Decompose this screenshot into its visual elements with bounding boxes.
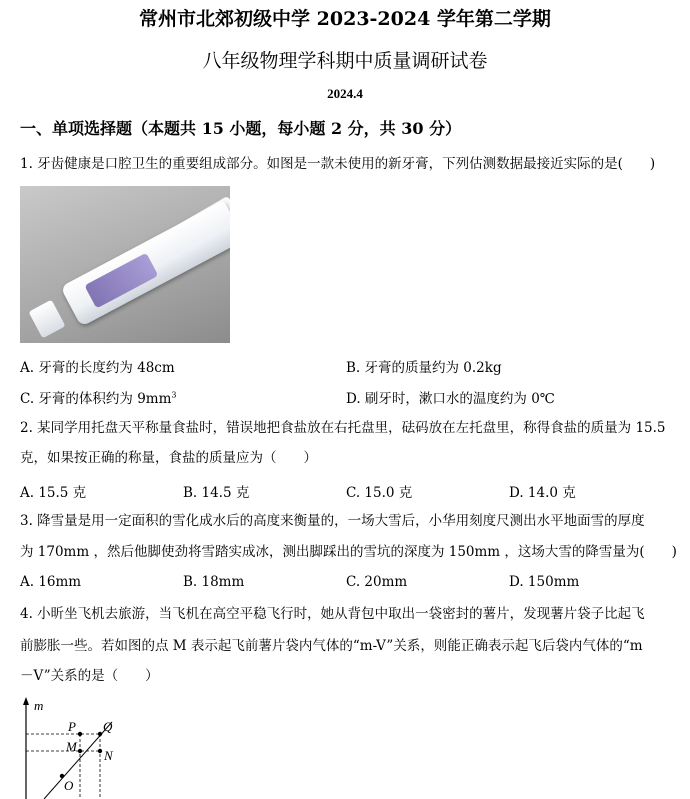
point-n — [98, 749, 102, 753]
q2-option-b: B. 14.5 克 — [183, 485, 250, 501]
q2-stem-line2: 克，如果按正确的称量，食盐的质量应为（ ） — [20, 450, 317, 466]
label-p: P — [68, 719, 76, 734]
exam-title-line2: 八年级物理学科期中质量调研试卷 — [202, 50, 488, 72]
q4-stem-line2: 前膨胀一些。若如图的点 M 表示起飞前薯片袋内气体的“m-V”关系，则能正确表示起飞后袋内气体的“m — [20, 638, 643, 654]
label-o: O — [64, 778, 74, 793]
label-q: Q — [103, 719, 113, 734]
label-n: N — [104, 748, 113, 763]
toothpaste-tube-front — [60, 200, 230, 327]
exam-title-line1: 常州市北郊初级中学 2023-2024 学年第二学期 — [139, 8, 551, 30]
q1-option-c-sup: 3 — [171, 390, 177, 400]
q1-stem: 1. 牙齿健康是口腔卫生的重要组成部分。如图是一款未使用的新牙膏，下列估测数据最接近实际的是( ) — [20, 156, 656, 172]
exam-date: 2024.4 — [327, 86, 363, 101]
q1-option-c — [20, 387, 177, 407]
q1-option-c-text: C. 牙膏的体积约为 9mm — [20, 391, 172, 407]
toothpaste-photo — [20, 186, 230, 343]
q1-option-d: D. 刷牙时，漱口水的温度约为 0℃ — [346, 391, 555, 407]
q3-stem-line1: 3. 降雪量是用一定面积的雪化成水后的高度来衡量的，一场大雪后，小华用刻度尺测出水平地面雪的厚度 — [20, 513, 645, 529]
q3-option-a: A. 16mm — [20, 574, 82, 590]
q1-option-a: A. 牙膏的长度约为 48cm — [20, 360, 175, 376]
m-axis-arrow — [23, 697, 29, 705]
q2-option-c: C. 15.0 克 — [346, 485, 413, 501]
toothpaste-cap — [28, 300, 65, 339]
point-q — [98, 732, 102, 736]
q3-option-d: D. 150mm — [509, 574, 580, 590]
q3-option-c: C. 20mm — [346, 574, 408, 590]
label-m: M — [66, 739, 77, 754]
q4-stem-line3: －V”关系的是（ ） — [20, 668, 159, 684]
q3-stem-line2: 为 170mm ，然后他脚使劲将雪踏实成冰，测出脚踩出的雪坑的深度为 150mm ，这场大雪的降雪量为( ) — [20, 544, 677, 560]
q3-option-b: B. 18mm — [183, 574, 245, 590]
point-m — [78, 749, 82, 753]
q2-option-d: D. 14.0 克 — [509, 485, 576, 501]
q1-option-b: B. 牙膏的质量约为 0.2kg — [346, 360, 502, 376]
axis-label-m: m — [34, 698, 44, 713]
point-p — [78, 732, 82, 736]
section-heading: 一、单项选择题（本题共 15 小题，每小题 2 分，共 30 分） — [20, 119, 462, 138]
q4-stem-line1: 4. 小昕坐飞机去旅游，当飞机在高空平稳飞行时，她从背包中取出一袋密封的薯片，发现薯片袋子比起飞 — [20, 606, 645, 622]
m-v-graph — [16, 694, 156, 799]
q2-stem-line1: 2. 某同学用托盘天平称量食盐时，错误地把食盐放在右托盘里，砝码放在左托盘里，称得食盐的质量为 15.5 — [20, 420, 666, 436]
q2-option-a: A. 15.5 克 — [20, 485, 87, 501]
